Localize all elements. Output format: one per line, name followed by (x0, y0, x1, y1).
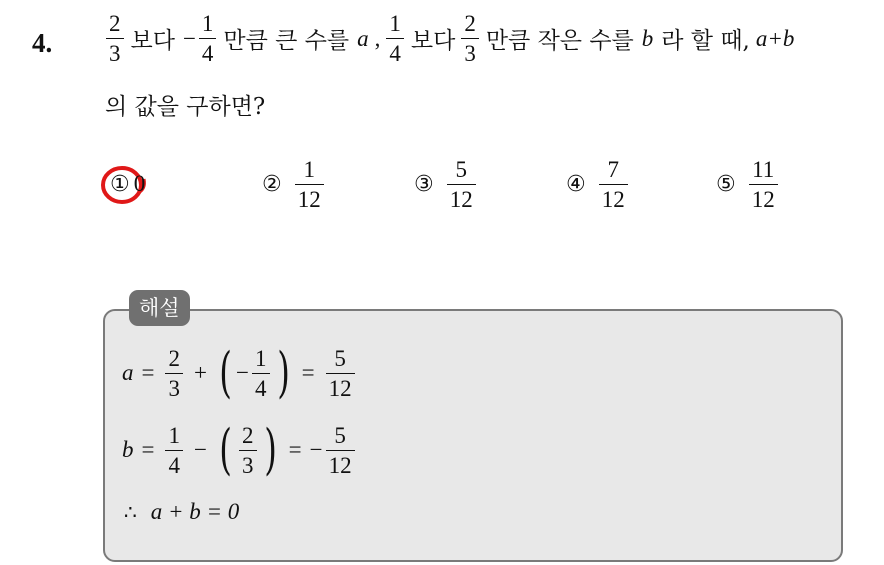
choice-5[interactable] (716, 158, 781, 211)
question-line-2: 의 값을 구하면? (105, 94, 266, 120)
choice-fraction: $\frac{7}{12}$ (599, 158, 628, 211)
right-paren: ) (263, 418, 277, 481)
variable-a: a (122, 360, 134, 385)
choice-fraction: $\frac{1}{12}$ (295, 158, 324, 211)
solution-tag: 해설 (129, 290, 190, 326)
fraction: $\frac{5}{12}$ (326, 424, 355, 477)
choice-4[interactable] (566, 158, 631, 211)
question-text: 만큼 작은 수를 (485, 28, 634, 54)
minus-sign: − (309, 437, 323, 462)
left-paren: ( (219, 341, 232, 404)
right-paren: ) (276, 341, 290, 404)
solution-equation-2 (122, 418, 358, 481)
fraction: $\frac{2}{3}$ (239, 424, 257, 477)
fraction: $\frac{2}{3}$ (106, 12, 124, 65)
choice-fraction: $\frac{5}{12}$ (447, 158, 476, 211)
choice-1[interactable] (110, 171, 145, 197)
conclusion-expression: a + b = 0 (150, 499, 240, 524)
choice-marker: ③ (414, 172, 434, 197)
question-line-1 (103, 12, 794, 65)
variable-b: b (122, 437, 134, 462)
minus-sign: − (236, 360, 250, 385)
expression: a+b (755, 25, 795, 51)
choice-marker: ② (262, 172, 282, 197)
therefore-symbol: ∴ (124, 500, 137, 524)
left-paren: ( (219, 418, 232, 481)
choice-marker: ① (110, 171, 130, 197)
minus-sign: − (182, 25, 196, 51)
choice-marker: ④ (566, 172, 586, 197)
equals-sign: = (301, 360, 315, 385)
variable-b: b (641, 25, 654, 51)
choice-2[interactable] (262, 158, 327, 211)
fraction: $\frac{1}{4}$ (386, 12, 404, 65)
minus-sign: − (193, 437, 207, 462)
equals-sign: = (141, 360, 155, 385)
comma: , (374, 25, 381, 51)
fraction: $\frac{1}{4}$ (252, 347, 270, 400)
plus-sign: + (193, 360, 207, 385)
fraction: $\frac{2}{3}$ (165, 347, 183, 400)
fraction: $\frac{2}{3}$ (461, 12, 479, 65)
question-text: 만큼 큰 수를 (223, 28, 350, 54)
choice-fraction: $\frac{11}{12}$ (749, 158, 778, 211)
question-number: 4. (32, 28, 53, 58)
fraction: $\frac{1}{4}$ (199, 12, 217, 65)
question-text: 보다 (130, 28, 175, 54)
question-text: 라 할 때, (661, 28, 750, 54)
question-text: 보다 (410, 28, 456, 54)
fraction: $\frac{1}{4}$ (165, 424, 183, 477)
equals-sign: = (288, 437, 302, 462)
solution-equation-3 (124, 499, 239, 525)
choice-value: 0 (133, 171, 146, 196)
choice-3[interactable] (414, 158, 479, 211)
variable-a: a (357, 25, 369, 51)
solution-equation-1 (122, 341, 358, 404)
equals-sign: = (141, 437, 155, 462)
fraction: $\frac{5}{12}$ (326, 347, 355, 400)
choice-marker: ⑤ (716, 172, 736, 197)
